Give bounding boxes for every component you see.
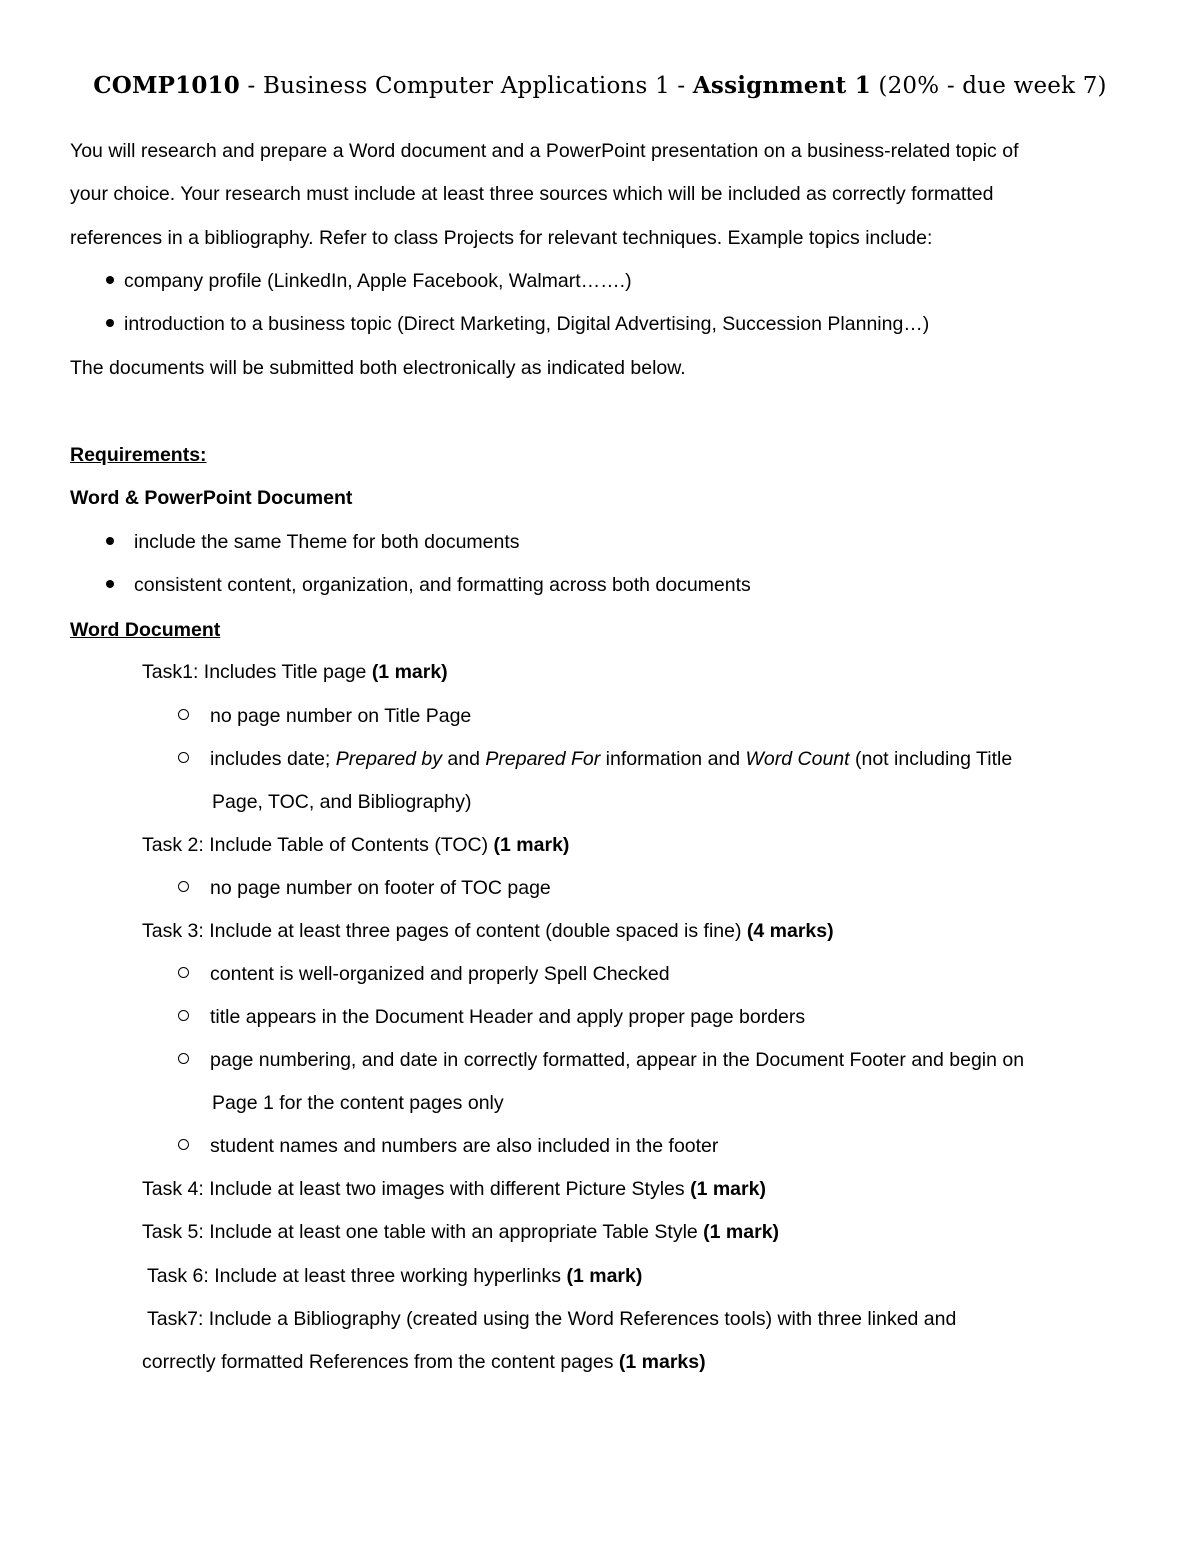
- task-3-sub-3-cont: Page 1 for the content pages only: [212, 1092, 504, 1114]
- intro-line-1: You will research and prepare a Word document and a PowerPoint presentation on a business-related topic of: [70, 140, 1019, 162]
- word-document-heading: Word Document: [70, 619, 221, 641]
- requirements-heading: Requirements:: [70, 444, 207, 466]
- task-3-sub-3: page numbering, and date in correctly formatted, appear in the Document Footer and begin on: [178, 1046, 1024, 1074]
- task-3-sub-1: content is well-organized and properly Spell Checked: [178, 960, 670, 988]
- task-1: Task1: Includes Title page (1 mark): [142, 661, 448, 683]
- task-7-line-2: correctly formatted References from the content pages (1 marks): [142, 1351, 706, 1373]
- intro-line-3: references in a bibliography. Refer to class Projects for relevant techniques. Example topics include:: [70, 227, 933, 249]
- topic-bullet-2: introduction to a business topic (Direct Marketing, Digital Advertising, Succession Planning…): [106, 310, 929, 338]
- task-6: Task 6: Include at least three working hyperlinks (1 mark): [147, 1265, 643, 1287]
- task-2-marks: (1 mark): [493, 834, 570, 856]
- circle-bullet-icon: [178, 752, 189, 763]
- requirement-bullet-1: include the same Theme for both documents: [106, 528, 520, 556]
- task-2-sub-1: no page number on footer of TOC page: [178, 874, 551, 902]
- assignment-label: Assignment 1: [692, 72, 871, 99]
- bullet-icon: [106, 580, 114, 588]
- task-4-marks: (1 mark): [690, 1178, 766, 1200]
- task-7-marks: (1 marks): [618, 1351, 706, 1373]
- task-7-line-1: Task7: Include a Bibliography (created using the Word References tools) with three linked and: [147, 1308, 957, 1330]
- bullet-icon: [106, 319, 114, 327]
- task-5: Task 5: Include at least one table with an appropriate Table Style (1 mark): [142, 1221, 780, 1243]
- word-powerpoint-subheading: Word & PowerPoint Document: [70, 487, 353, 509]
- document-title: COMP1010 - Business Computer Applications 1 - Assignment 1 (20% - due week 7): [93, 72, 1107, 99]
- task-3-sub-4: student names and numbers are also included in the footer: [178, 1132, 718, 1160]
- requirement-bullet-2: consistent content, organization, and formatting across both documents: [106, 571, 751, 599]
- task-6-marks: (1 mark): [566, 1265, 643, 1287]
- task-3-sub-2: title appears in the Document Header and apply proper page borders: [178, 1003, 805, 1031]
- intro-closing: The documents will be submitted both electronically as indicated below.: [70, 357, 686, 379]
- circle-bullet-icon: [178, 1053, 189, 1064]
- bullet-icon: [106, 276, 114, 284]
- topic-bullet-1: company profile (LinkedIn, Apple Facebook, Walmart…….): [106, 267, 632, 295]
- task-1-sub-2: includes date; Prepared by and Prepared For information and Word Count (not including Title: [178, 745, 1012, 773]
- task-1-marks: (1 mark): [371, 661, 448, 683]
- task-1-sub-2-cont: Page, TOC, and Bibliography): [212, 791, 472, 813]
- circle-bullet-icon: [178, 967, 189, 978]
- task-3: Task 3: Include at least three pages of content (double spaced is fine) (4 marks): [142, 920, 834, 942]
- intro-line-2: your choice. Your research must include at least three sources which will be included as correctly formatted: [70, 183, 994, 205]
- circle-bullet-icon: [178, 881, 189, 892]
- task-2: Task 2: Include Table of Contents (TOC) (1 mark): [142, 834, 570, 856]
- task-1-sub-1: no page number on Title Page: [178, 702, 471, 730]
- bullet-icon: [106, 537, 114, 545]
- task-5-marks: (1 mark): [703, 1221, 780, 1243]
- circle-bullet-icon: [178, 709, 189, 720]
- circle-bullet-icon: [178, 1010, 189, 1021]
- task-4: Task 4: Include at least two images with different Picture Styles (1 mark): [142, 1178, 766, 1200]
- task-3-marks: (4 marks): [746, 920, 834, 942]
- course-code: COMP1010: [93, 72, 240, 99]
- circle-bullet-icon: [178, 1139, 189, 1150]
